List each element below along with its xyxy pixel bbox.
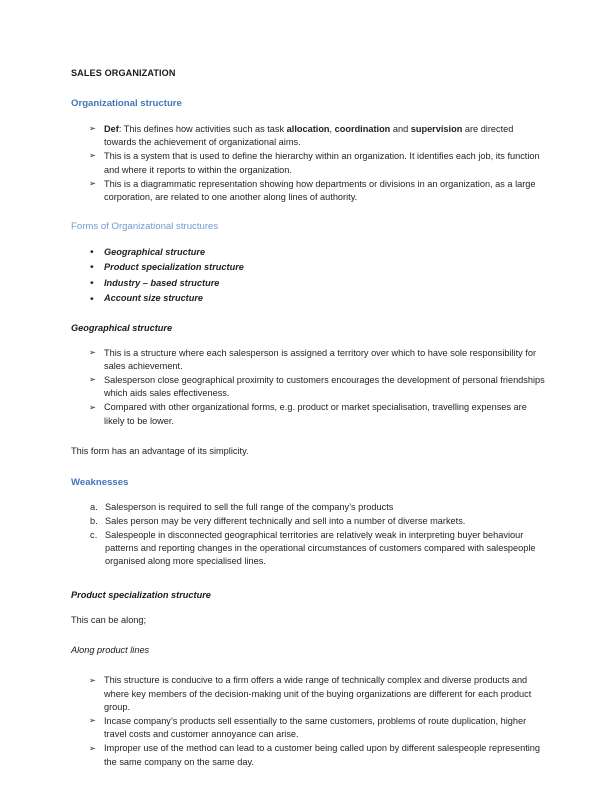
list-item-text: Geographical structure bbox=[104, 246, 206, 257]
list-item bbox=[71, 347, 546, 374]
bold-term: Def bbox=[104, 123, 119, 134]
list-item bbox=[71, 674, 546, 714]
list-item-text: This is a structure where each salesperson is assigned a territory over which to have sole responsibility for sales achievement. bbox=[104, 347, 537, 372]
dot-bullet-icon: • bbox=[90, 292, 94, 305]
heading-weaknesses: Weaknesses bbox=[71, 476, 129, 488]
subheading-along-product-lines: Along product lines bbox=[71, 645, 150, 656]
document-title: SALES ORGANIZATION bbox=[71, 68, 176, 78]
heading-product-specialization-structure: Product specialization structure bbox=[71, 589, 211, 600]
list-item bbox=[71, 715, 546, 742]
list-item bbox=[71, 374, 546, 401]
list-marker-letter: b. bbox=[90, 515, 98, 526]
arrow-bullet-icon: ➢ bbox=[89, 715, 96, 726]
list-item-text: Salespeople in disconnected geographical territories are relatively weak in interpreting buyer behaviour patterns and reporting changes in the operational circumstances of customers compared with salespeople organised along more specialised lines. bbox=[105, 529, 536, 567]
list-item-text: Industry – based structure bbox=[104, 277, 220, 288]
list-marker-letter: c. bbox=[90, 529, 98, 540]
text-run: : This defines how activities such as task bbox=[118, 123, 287, 134]
paragraph-simplicity-note: This form has an advantage of its simplicity. bbox=[71, 446, 249, 457]
heading-forms-of-organizational-structures: Forms of Organizational structures bbox=[71, 221, 219, 233]
arrow-bullet-icon: ➢ bbox=[89, 347, 96, 358]
list-item-text: Incase company’s products sell essentially to the same customers, problems of route duplication, higher travel costs and customer annoyance can arise. bbox=[104, 715, 527, 740]
list-geographical-structure bbox=[71, 347, 546, 428]
list-organizational-structure bbox=[71, 123, 546, 204]
heading-organizational-structure: Organizational structure bbox=[71, 98, 182, 110]
dot-bullet-icon: • bbox=[90, 261, 94, 274]
list-item-text: This is a diagrammatic representation showing how departments or divisions in an organization, as a large corporation, are related to one another along lines of authority. bbox=[104, 178, 536, 202]
list-item bbox=[71, 246, 546, 259]
text-run: and bbox=[390, 123, 411, 134]
list-item-text: Salesperson close geographical proximity to customers encourages the development of personal friendships which aids sales effectiveness. bbox=[104, 375, 545, 399]
bold-term: allocation bbox=[286, 123, 330, 134]
list-item bbox=[71, 178, 546, 205]
list-forms-of-structures bbox=[71, 246, 546, 306]
list-item bbox=[71, 150, 546, 177]
list-item bbox=[71, 515, 546, 528]
list-item-text: Compared with other organizational forms, e.g. product or market specialisation, travelling expenses are likely to be lower. bbox=[104, 402, 527, 426]
arrow-bullet-icon: ➢ bbox=[89, 177, 96, 188]
paragraph-this-can-be-along: This can be along; bbox=[71, 614, 147, 625]
text-run: are directed towards the achievement of organizational aims. bbox=[104, 123, 514, 148]
dot-bullet-icon: • bbox=[90, 276, 94, 289]
list-item-text: Salesperson is required to sell the full range of the company’s products bbox=[105, 502, 394, 513]
heading-geographical-structure: Geographical structure bbox=[71, 322, 173, 333]
list-item-text: Sales person may be very different technically and sell into a number of diverse markets. bbox=[105, 515, 466, 526]
list-item bbox=[71, 123, 546, 150]
list-item-text: This is a system that is used to define the hierarchy within an organization. It identifies each job, its function and where it reports to within the organization. bbox=[104, 151, 540, 175]
list-item-text: Account size structure bbox=[104, 293, 204, 304]
list-item-text: Improper use of the method can lead to a customer being called upon by different salespeople representing the same company on the same day. bbox=[104, 743, 541, 767]
list-item bbox=[71, 501, 546, 514]
list-item bbox=[71, 292, 546, 305]
list-item bbox=[71, 529, 546, 569]
bold-term: supervision bbox=[410, 123, 463, 134]
list-item-text: Product specialization structure bbox=[104, 262, 244, 273]
list-weaknesses bbox=[71, 501, 546, 569]
text-run: , bbox=[329, 123, 335, 134]
arrow-bullet-icon: ➢ bbox=[89, 674, 96, 685]
list-item bbox=[71, 277, 546, 290]
arrow-bullet-icon: ➢ bbox=[89, 150, 96, 161]
list-item bbox=[71, 261, 546, 274]
list-item bbox=[71, 742, 546, 769]
list-along-product-lines bbox=[71, 674, 546, 769]
arrow-bullet-icon: ➢ bbox=[89, 401, 96, 412]
arrow-bullet-icon: ➢ bbox=[89, 374, 96, 385]
dot-bullet-icon: • bbox=[90, 245, 94, 258]
list-item-text: This structure is conducive to a firm offers a wide range of technically complex and diverse products and where key members of the decision-making unit of the buying organizations are different for each product group. bbox=[104, 675, 532, 712]
list-item-text bbox=[104, 124, 513, 147]
arrow-bullet-icon: ➢ bbox=[89, 742, 96, 753]
list-marker-letter: a. bbox=[90, 502, 98, 513]
arrow-bullet-icon: ➢ bbox=[89, 123, 96, 134]
list-item bbox=[71, 401, 546, 428]
bold-term: coordination bbox=[334, 123, 391, 134]
